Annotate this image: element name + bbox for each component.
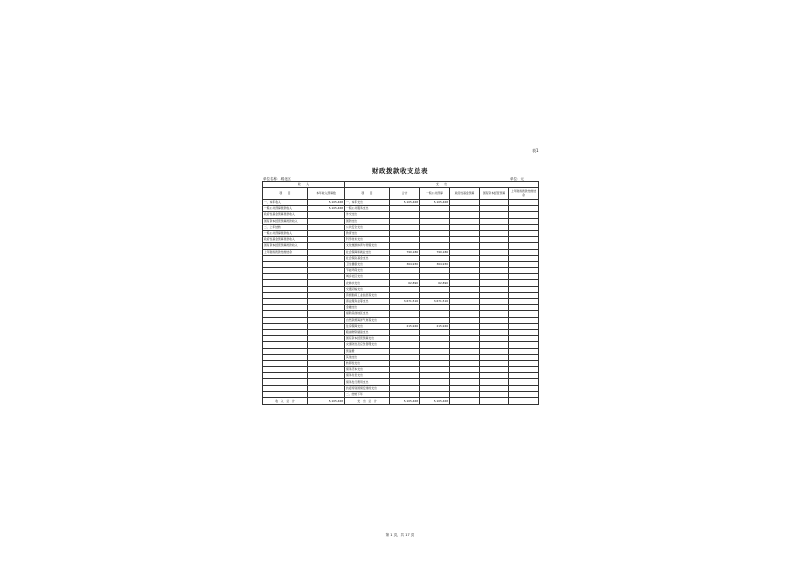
expense-item-label: 卫生健康支出 — [345, 261, 390, 267]
unit-label: 单位名称：城北区 — [263, 177, 291, 181]
expense-item-label: 交通运输支出 — [345, 286, 390, 292]
expense-item-label: 一、本年支出 — [345, 200, 390, 206]
income-item-label: 国有资本经营预算拨款收入 — [263, 218, 308, 224]
expense-item-label: 外交支出 — [345, 212, 390, 218]
expense-item-label: 公共安全支出 — [345, 224, 390, 230]
page-tag: 表1 — [532, 148, 539, 153]
expense-item-general: 62,890 — [420, 280, 450, 286]
expense-item-general: 790,186 — [420, 249, 450, 255]
income-item-label: 一般公共预算拨款收入 — [263, 206, 308, 212]
income-item-label: 上年财政拨款结转结余 — [263, 249, 308, 255]
expense-item-label: 国防支出 — [345, 218, 390, 224]
expense-item-total: 790,186 — [390, 249, 420, 255]
expense-item-total: 5,105,468 — [390, 200, 420, 206]
expense-item-label: 金融支出 — [345, 305, 390, 311]
budget-table — [262, 181, 539, 405]
expense-item-label: 抗疫特别国债安排的支出 — [345, 385, 390, 391]
head-state: 国有资本经营预算 — [480, 188, 509, 200]
income-item-label: 政府性基金预算拨款收入 — [263, 237, 308, 243]
expense-item-general: 215,946 — [420, 323, 450, 329]
income-item-label: 一、本年收入 — [263, 200, 308, 206]
expense-item-label: 住房保障支出 — [345, 323, 390, 329]
expense-item-label: 文化旅游体育与传媒支出 — [345, 243, 390, 249]
expense-total-label: 支 出 总 计 — [345, 398, 390, 405]
expense-item-general: 3,671,516 — [420, 299, 450, 305]
expense-total-state — [480, 398, 509, 405]
income-total-label: 收 入 总 计 — [263, 398, 308, 405]
expense-total-value: 5,105,468 — [390, 398, 420, 405]
income-item-value: 5,105,468 — [308, 206, 345, 212]
expense-item-label: 国有资本经营预算支出 — [345, 336, 390, 342]
expense-item-label: 一般公共服务支出 — [345, 206, 390, 212]
expense-item-total: 62,890 — [390, 280, 420, 286]
income-item-label: 二、上年结转 — [263, 224, 308, 230]
expense-item-label: 资源勘探工业信息等支出 — [345, 292, 390, 298]
total-row — [263, 398, 539, 405]
expense-total-special — [509, 398, 539, 405]
head-fund: 政府性基金预算 — [450, 188, 480, 200]
expense-item-label: 社会保障和就业支出 — [345, 249, 390, 255]
page-footer: 第 1 页，共 17 页 — [385, 533, 415, 537]
head-income-budget: 本年收入预算数 — [308, 188, 345, 200]
income-item-label: 政府性基金预算拨款收入 — [263, 212, 308, 218]
expense-item-label: 其他支出 — [345, 354, 390, 360]
section-income: 收 入 — [263, 182, 345, 188]
expense-item-label: 二、结转下年 — [345, 391, 390, 397]
expense-item-label: 债务付息支出 — [345, 373, 390, 379]
expense-item-label: 债务发行费用支出 — [345, 379, 390, 385]
expense-item-label: 自然资源海洋气象等支出 — [345, 317, 390, 323]
expense-item-label: 教育支出 — [345, 230, 390, 236]
amount-unit: 单位：元 — [510, 177, 524, 181]
expense-total-general: 5,105,468 — [420, 398, 450, 405]
expense-item-label: 粮油物资储备支出 — [345, 329, 390, 335]
expense-item-total: 215,946 — [390, 323, 420, 329]
expense-item-total: 3,671,516 — [390, 299, 420, 305]
expense-item-label: 债务还本支出 — [345, 367, 390, 373]
expense-item-label: 预备费 — [345, 348, 390, 354]
head-special: 上年财政拨款结转结余 — [509, 188, 539, 200]
section-expense: 支 出 — [345, 182, 539, 188]
head-income-item: 项 目 — [263, 188, 308, 200]
expense-item-general: 364,930 — [420, 261, 450, 267]
income-item-label: 国有资本经营预算拨款收入 — [263, 243, 308, 249]
expense-total-fund — [450, 398, 480, 405]
expense-item-label: 转移性支出 — [345, 360, 390, 366]
expense-item-general: 5,105,468 — [420, 200, 450, 206]
page-title: 财政拨款收支总表 — [372, 167, 428, 175]
expense-item-label: 商业服务业等支出 — [345, 299, 390, 305]
column-header-row — [263, 188, 539, 200]
head-total: 合计 — [390, 188, 420, 200]
expense-item-total: 364,930 — [390, 261, 420, 267]
expense-item-label: 社会保险基金支出 — [345, 255, 390, 261]
expense-item-label: 节能环保支出 — [345, 268, 390, 274]
income-item-label: 一般公共预算拨款收入 — [263, 230, 308, 236]
head-expense-item: 项 目 — [345, 188, 390, 200]
income-total-value: 5,105,468 — [308, 398, 345, 405]
expense-item-label: 农林水支出 — [345, 280, 390, 286]
expense-item-label: 城乡社区支出 — [345, 274, 390, 280]
income-item-value: 5,105,468 — [308, 200, 345, 206]
expense-item-label: 科学技术支出 — [345, 237, 390, 243]
head-general: 一般公共预算 — [420, 188, 450, 200]
expense-item-label: 灾害防治及应急管理支出 — [345, 342, 390, 348]
expense-item-label: 援助其他地区支出 — [345, 311, 390, 317]
